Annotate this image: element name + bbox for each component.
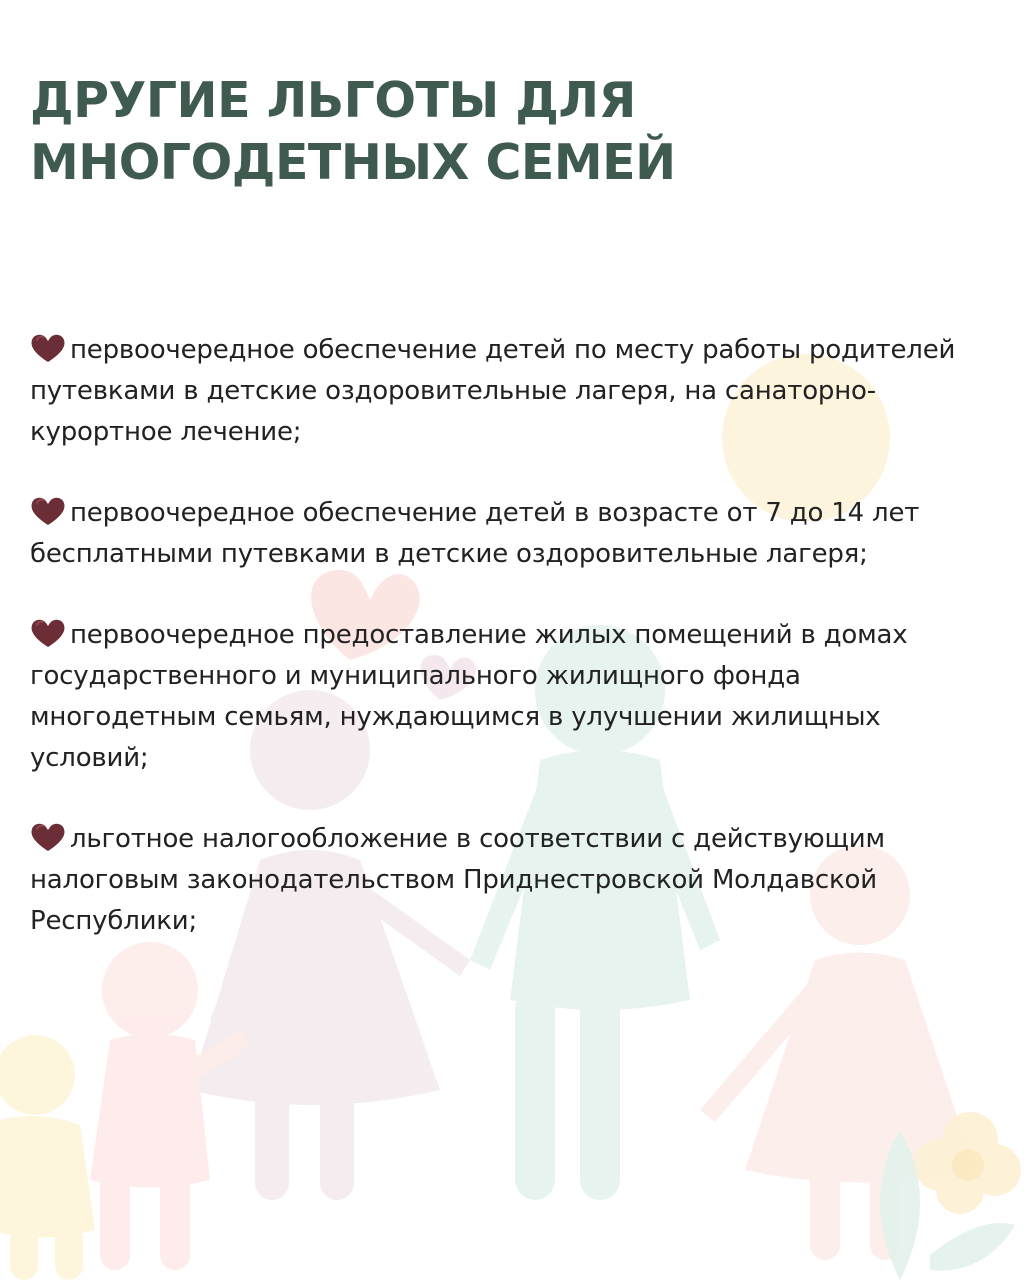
page-title: ДРУГИЕ ЛЬГОТЫ ДЛЯ МНОГОДЕТНЫХ СЕМЕЙ (30, 72, 676, 191)
heart-icon (30, 495, 66, 527)
list-item (30, 615, 990, 779)
benefits-list (30, 330, 990, 982)
list-item (30, 819, 990, 942)
benefit-text: льготное налогообложение в соответствии с действующим налоговым законодательством Приднестровской Молдавской Республики; (30, 824, 885, 936)
benefit-text: первоочередное обеспечение детей в возрасте от 7 до 14 лет бесплатными путевками в детские оздоровительные лагеря; (30, 498, 920, 569)
heart-icon (30, 617, 66, 649)
list-item (30, 493, 990, 575)
heart-icon (30, 332, 66, 364)
list-item (30, 330, 990, 453)
heart-icon (30, 821, 66, 853)
benefit-text: первоочередное предоставление жилых помещений в домах государственного и муниципального жилищного фонда многодетным семьям, нуждающимся в улучшении жилищных условий; (30, 620, 908, 773)
benefit-text: первоочередное обеспечение детей по месту работы родителей путевками в детские оздоровительные лагеря, на санаторно-курортное лечение; (30, 335, 956, 447)
